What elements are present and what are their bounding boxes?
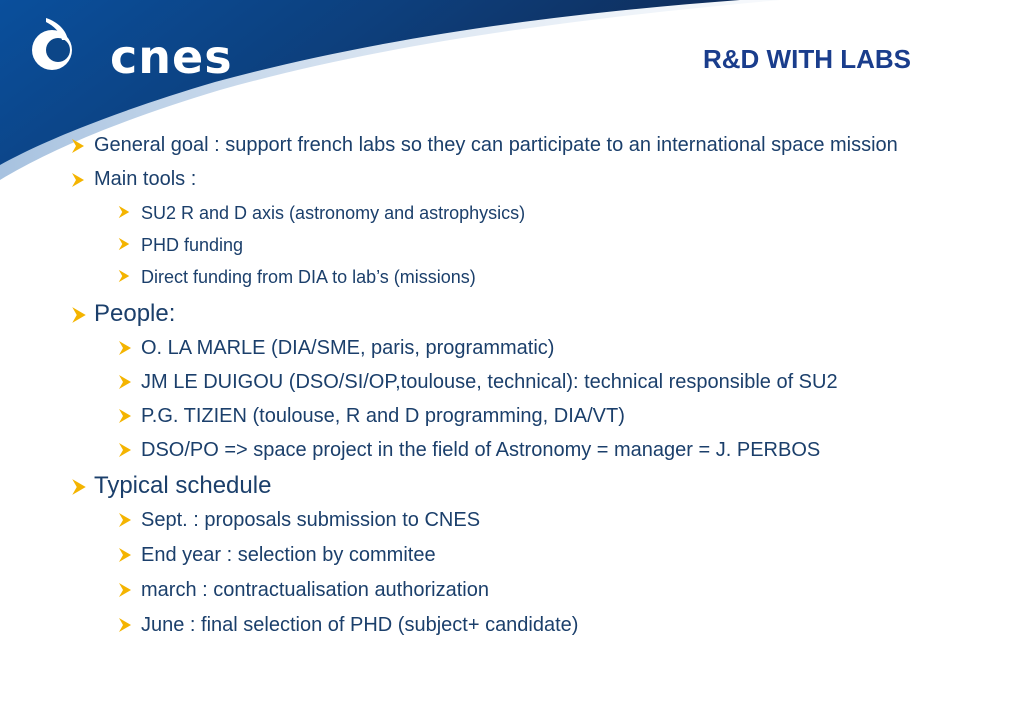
- bullet-schedule: [70, 472, 970, 500]
- slide-content: [70, 134, 970, 637]
- schedule-item: [117, 543, 970, 567]
- schedule-item-text: Sept. : proposals submission to CNES: [141, 509, 481, 531]
- slide-title: R&D WITH LABS: [703, 44, 911, 74]
- arrow-bullet-icon: [117, 269, 131, 283]
- bullet-main-tools: [70, 168, 970, 190]
- people-text: People:: [94, 300, 176, 327]
- bullet-general-goal: [70, 134, 970, 156]
- person-item: [117, 404, 970, 428]
- arrow-bullet-icon: [117, 374, 133, 390]
- tool-item: [117, 202, 970, 224]
- bullet-people: [70, 300, 970, 328]
- general-goal-text: General goal : support french labs so they can participate to an international space mission: [94, 134, 898, 156]
- schedule-item-text: march : contractualisation authorization: [141, 579, 489, 601]
- arrow-bullet-icon: [117, 512, 133, 528]
- arrow-bullet-icon: [117, 442, 133, 458]
- cnes-logo: [28, 16, 233, 84]
- schedule-item: [117, 508, 970, 532]
- arrow-bullet-icon: [117, 547, 133, 563]
- arrow-bullet-icon: [117, 582, 133, 598]
- arrow-bullet-icon: [117, 205, 131, 219]
- schedule-item-text: End year : selection by commitee: [141, 544, 436, 566]
- person-text: P.G. TIZIEN (toulouse, R and D programming, DIA/VT): [141, 405, 625, 427]
- person-text: JM LE DUIGOU (DSO/SI/OP,toulouse, technical): technical responsible of SU2: [141, 371, 838, 393]
- tool-item: [117, 266, 970, 288]
- person-text: DSO/PO => space project in the field of Astronomy = manager = J. PERBOS: [141, 439, 821, 461]
- person-item: [117, 370, 970, 394]
- tool-text: Direct funding from DIA to lab’s (missions): [141, 267, 476, 287]
- schedule-item-text: June : final selection of PHD (subject+ candidate): [141, 614, 579, 636]
- arrow-bullet-icon: [117, 408, 133, 424]
- arrow-bullet-icon: [117, 237, 131, 251]
- person-text: O. LA MARLE (DIA/SME, paris, programmatic): [141, 337, 555, 359]
- cnes-logo-mark-icon: [28, 16, 80, 72]
- arrow-bullet-icon: [70, 138, 86, 154]
- tool-text: PHD funding: [141, 235, 244, 255]
- arrow-bullet-icon: [117, 617, 133, 633]
- arrow-bullet-icon: [70, 306, 88, 324]
- schedule-text: Typical schedule: [94, 472, 272, 499]
- main-tools-text: Main tools :: [94, 168, 197, 190]
- schedule-item: [117, 578, 970, 602]
- tool-item: [117, 234, 970, 256]
- person-item: [117, 336, 970, 360]
- tool-text: SU2 R and D axis (astronomy and astrophysics): [141, 203, 526, 223]
- logo-text: cnes: [110, 30, 233, 84]
- schedule-item: [117, 613, 970, 637]
- arrow-bullet-icon: [117, 340, 133, 356]
- person-item: [117, 438, 970, 462]
- arrow-bullet-icon: [70, 478, 88, 496]
- arrow-bullet-icon: [70, 172, 86, 188]
